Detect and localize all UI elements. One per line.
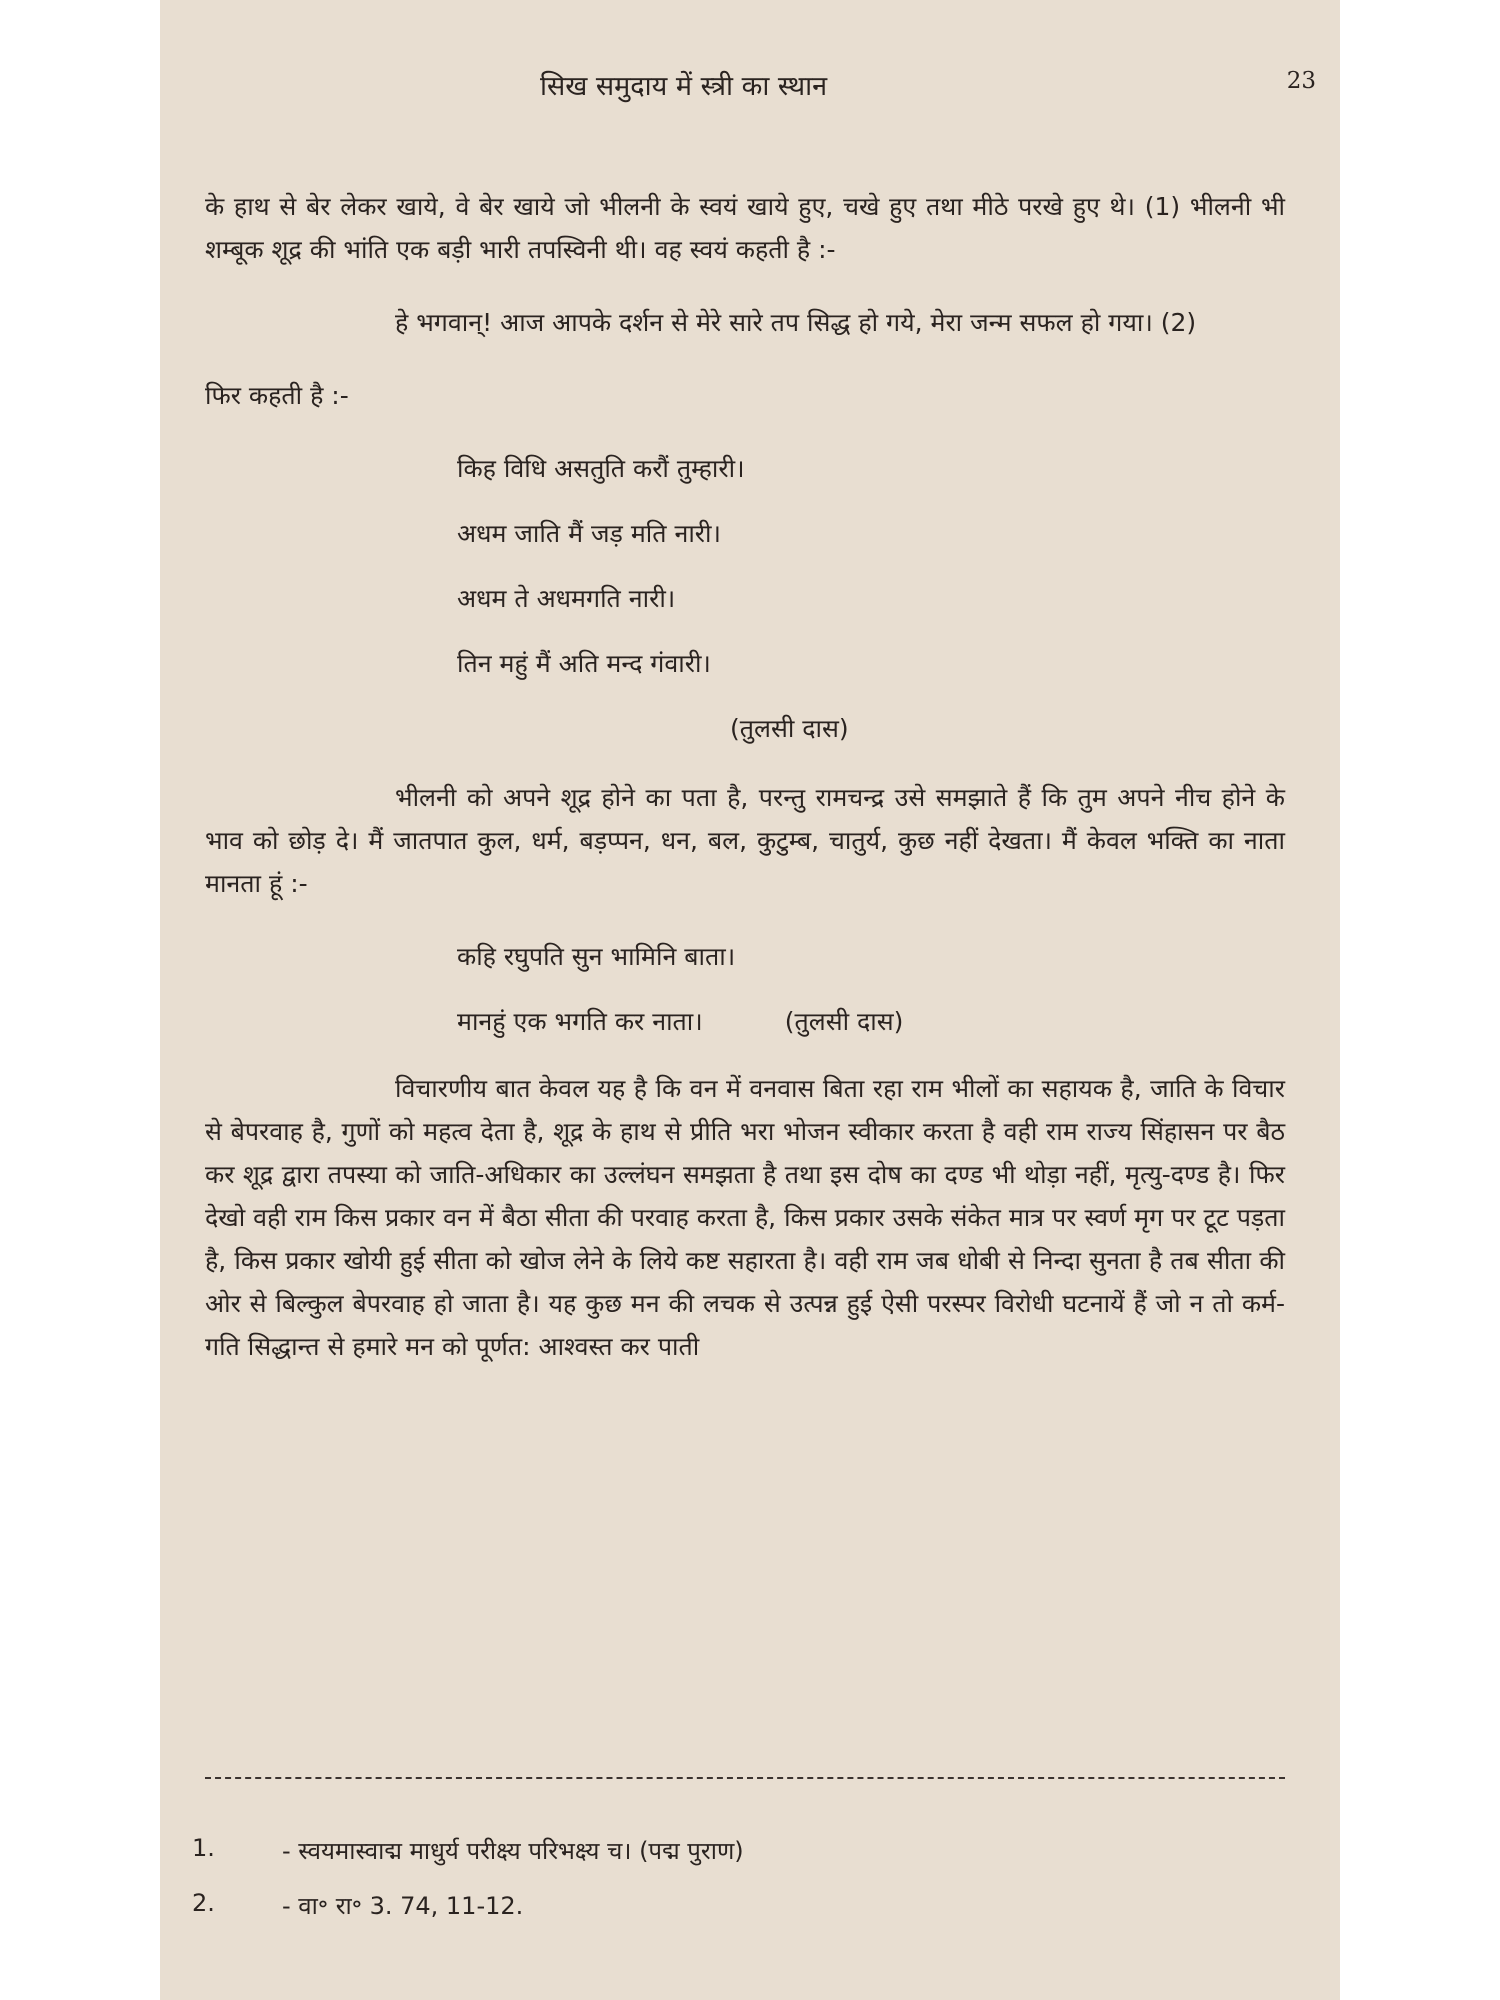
- verse-line: मानहुं एक भगति कर नाता।: [457, 1007, 703, 1036]
- verse-line: अधम जाति मैं जड़ मति नारी।: [457, 519, 721, 548]
- footnote-item: [192, 1834, 1292, 1889]
- paragraph-1: के हाथ से बेर लेकर खाये, वे बेर खाये जो भीलनी के स्वयं खाये हुए, चखे हुए तथा मीठे परखे हुए थे। (1) भीलनी भी शम्बूक शूद्र की भांति एक बड़ी भारी तपस्विनी थी। वह स्वयं कहती है :-: [205, 192, 1285, 264]
- verse-line: अधम ते अधमगति नारी।: [457, 584, 676, 613]
- paragraph-3: फिर कहती है :-: [205, 381, 349, 410]
- page-body: [205, 185, 1285, 1398]
- verse-line: किह विधि असतुति करौं तुम्हारी।: [457, 454, 745, 483]
- paragraph-2: हे भगवान्! आज आपके दर्शन से मेरे सारे तप सिद्ध हो गये, मेरा जन्म सफल हो गया। (2): [395, 308, 1197, 337]
- verse-line: कहि रघुपति सुन भामिनि बाता।: [457, 942, 736, 971]
- footnote-item: [192, 1889, 1292, 1944]
- paragraph-5: विचारणीय बात केवल यह है कि वन में वनवास बिता रहा राम भीलों का सहायक है, जाति के विचार से बेपरवाह है, गुणों को महत्व देता है, शूद्र के हाथ से प्रीति भरा भोजन स्वीकार करता है वही राम राज्य सिंहासन पर बैठ कर शूद्र द्वारा तपस्या को जाति-अधिकार का उल्लंघन समझता है तथा इस दोष का दण्ड भी थोड़ा नहीं, मृत्यु-दण्ड है। फिर देखो वही राम किस प्रकार वन में बैठा सीता की परवाह करता है, किस प्रकार उसके संकेत मात्र पर स्वर्ण मृग पर टूट पड़ता है, किस प्रकार खोयी हुई सीता को खोज लेने के लिये कष्ट सहारता है। वही राम जब धोबी से निन्दा सुनता है तब सीता की ओर से बिल्कुल बेपरवाह हो जाता है। यह कुछ मन की लचक से उत्पन्न हुई ऐसी परस्पर विरोधी घटनायें हैं जो न तो कर्म-गति सिद्धान्त से हमारे मन को पूर्णत: आश्वस्त कर पाती: [205, 1074, 1285, 1361]
- footnote-number: 1.: [192, 1834, 215, 1862]
- footnote-text: - स्वयमास्वाद्म माधुर्य परीक्ष्य परिभक्ष्य च। (पद्म पुराण): [282, 1837, 744, 1865]
- page-header: [160, 66, 1340, 106]
- verse-block-1: [205, 447, 1285, 750]
- running-title: सिख समुदाय में स्त्री का स्थान: [540, 71, 828, 102]
- footnote-number: 2.: [192, 1889, 215, 1917]
- book-page: [160, 0, 1340, 2000]
- verse-attribution: (तुलसी दास): [784, 1007, 904, 1036]
- footnote-divider: [205, 1777, 1285, 1779]
- verse-line-with-attribution: [457, 1000, 1285, 1043]
- verse-block-2: [205, 935, 1285, 1043]
- paragraph-4: भीलनी को अपने शूद्र होने का पता है, परन्तु रामचन्द्र उसे समझाते हैं कि तुम अपने नीच होने के भाव को छोड़ दे। मैं जातपात कुल, धर्म, बड़प्पन, धन, बल, कुटुम्ब, चातुर्य, कुछ नहीं देखता। मैं केवल भक्ति का नाता मानता हूं :-: [205, 783, 1285, 898]
- footnotes: [192, 1834, 1292, 1944]
- verse-attribution: (तुलसी दास): [730, 714, 849, 743]
- page-number: 23: [1286, 68, 1316, 94]
- verse-line: तिन महुं मैं अति मन्द गंवारी।: [457, 649, 711, 678]
- footnote-text: - वा॰ रा॰ 3. 74, 11-12.: [282, 1892, 524, 1920]
